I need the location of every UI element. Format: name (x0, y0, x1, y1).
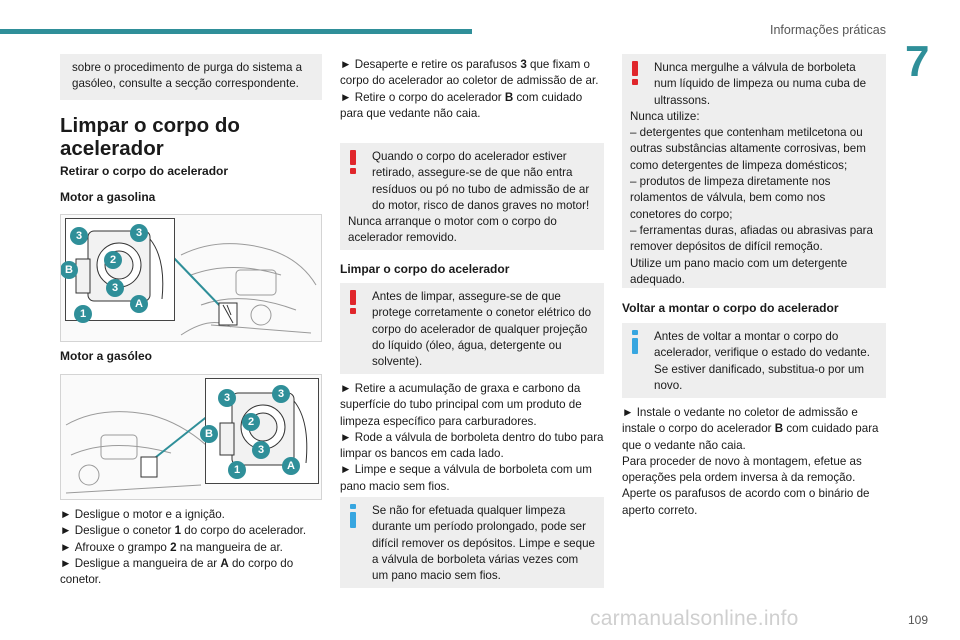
info-text: Se não for efetuada qualquer limpeza durante um período prolongado, pode ser difícil remover os depósitos. Limpe e seque a válvula de borboleta várias vezes com um pano macio sem fios. (372, 504, 595, 583)
warning-text: Antes de limpar, assegure-se de que protege corretamente o conetor elétrico do corpo do acelerador de qualquer projeção do líquido (óleo, água, detergente ou solvente). (372, 290, 592, 369)
list-item: ► Rode a válvula de borboleta dentro do tubo para limpar os bancos em cada lado. (340, 430, 604, 463)
list-item: ► Afrouxe o grampo 2 na mangueira de ar. (60, 540, 322, 556)
page-title: Limpar o corpo do acelerador (60, 114, 240, 160)
steps-list (340, 57, 604, 122)
warning-text: Nunca utilize: (630, 109, 700, 123)
callout-1: 1 (74, 305, 92, 323)
warning-note (622, 54, 886, 288)
steps-list (340, 381, 604, 495)
chapter-number: 7 (905, 37, 930, 86)
figure-diesel-inset (205, 378, 319, 484)
info-note (340, 497, 604, 588)
list-item: ► Desligue o conetor 1 do corpo do acelerador. (60, 523, 322, 539)
warning-text: – produtos de limpeza diretamente nos rolamentos de válvula, bem como nos conetores do corpo; (630, 175, 831, 221)
list-item: ► Limpe e seque a válvula de borboleta com um pano macio sem fios. (340, 462, 604, 495)
subheading-reinstall: Voltar a montar o corpo do acelerador (622, 301, 839, 315)
steps-list (622, 405, 886, 519)
callout-3: 3 (106, 279, 124, 297)
callout-3: 3 (130, 224, 148, 242)
callout-2: 2 (242, 413, 260, 431)
callout-2: 2 (104, 251, 122, 269)
list-item: ► Retire o corpo do acelerador B com cuidado para que vedante não caia. (340, 90, 604, 123)
warning-icon (348, 290, 358, 314)
warning-text: Nunca mergulhe a válvula de borboleta num líquido de limpeza ou numa cuba de ultrassons. (654, 61, 867, 107)
warning-text: Quando o corpo do acelerador estiver retirado, assegure-se de que não entra resíduos ou pó no tubo de admissão de ar do motor, risco de danos graves no motor! (372, 150, 590, 212)
intro-text: sobre o procedimento de purga do sistema a gasóleo, consulte a secção correspondente. (72, 61, 303, 91)
paragraph: Aperte os parafusos de acordo com o binário de aperto correto. (622, 487, 870, 517)
label-diesel: Motor a gasóleo (60, 349, 153, 363)
header-accent-bar (0, 29, 472, 34)
list-item: ► Instale o vedante no coletor de admissão e instale o corpo do acelerador B com cuidado para que o vedante não caia. (622, 405, 886, 454)
intro-box (60, 54, 322, 100)
list-item: ► Desligue a mangueira de ar A do corpo do conetor. (60, 556, 322, 589)
list-item: ► Desaperte e retire os parafusos 3 que fixam o corpo do acelerador ao coletor de admissão de ar. (340, 57, 604, 90)
info-text: Antes de voltar a montar o corpo do acelerador, verifique o estado do vedante. Se estiver danificado, substitua-o por um novo. (654, 330, 870, 392)
warning-note (340, 283, 604, 374)
warning-text: Nunca arranque o motor com o corpo do acelerador removido. (348, 215, 557, 245)
page-number: 109 (907, 613, 928, 627)
figure-gasoline-engine (60, 214, 322, 342)
subheading-clean: Limpar o corpo do acelerador (340, 262, 510, 276)
warning-text: – detergentes que contenham metilcetona ou outras substâncias altamente corrosivas, bem como detergentes de limpeza domésticos; (630, 126, 866, 172)
callout-B: B (200, 425, 218, 443)
watermark: carmanualsonline.info (590, 607, 799, 630)
warning-icon (630, 61, 640, 85)
callout-A: A (282, 457, 300, 475)
label-gasoline: Motor a gasolina (60, 190, 156, 204)
subheading-remove: Retirar o corpo do acelerador (60, 164, 229, 178)
callout-A: A (130, 295, 148, 313)
callout-3: 3 (70, 227, 88, 245)
figure-gasoline-inset (65, 218, 175, 321)
callout-3: 3 (272, 385, 290, 403)
figure-diesel-engine (60, 374, 322, 500)
callout-1: 1 (228, 461, 246, 479)
callout-B: B (60, 261, 78, 279)
warning-text: – ferramentas duras, afiadas ou abrasivas para remover depósitos de difícil remoção. (630, 223, 873, 254)
running-head: Informações práticas (769, 23, 886, 37)
list-item: ► Desligue o motor e a ignição. (60, 507, 322, 523)
steps-list (60, 507, 322, 588)
list-item: ► Retire a acumulação de graxa e carbono da superfície do tubo principal com um produto de limpeza específico para carburadores. (340, 381, 604, 430)
callout-3: 3 (218, 389, 236, 407)
warning-note (340, 143, 604, 250)
info-icon (348, 504, 358, 528)
callout-3: 3 (252, 441, 270, 459)
warning-icon (348, 150, 358, 174)
info-note (622, 323, 886, 398)
info-icon (630, 330, 640, 354)
paragraph: Para proceder de novo à montagem, efetue as operações pela ordem inversa à da remoção. (622, 454, 862, 485)
warning-text: Utilize um pano macio com um detergente adequado. (630, 256, 848, 286)
